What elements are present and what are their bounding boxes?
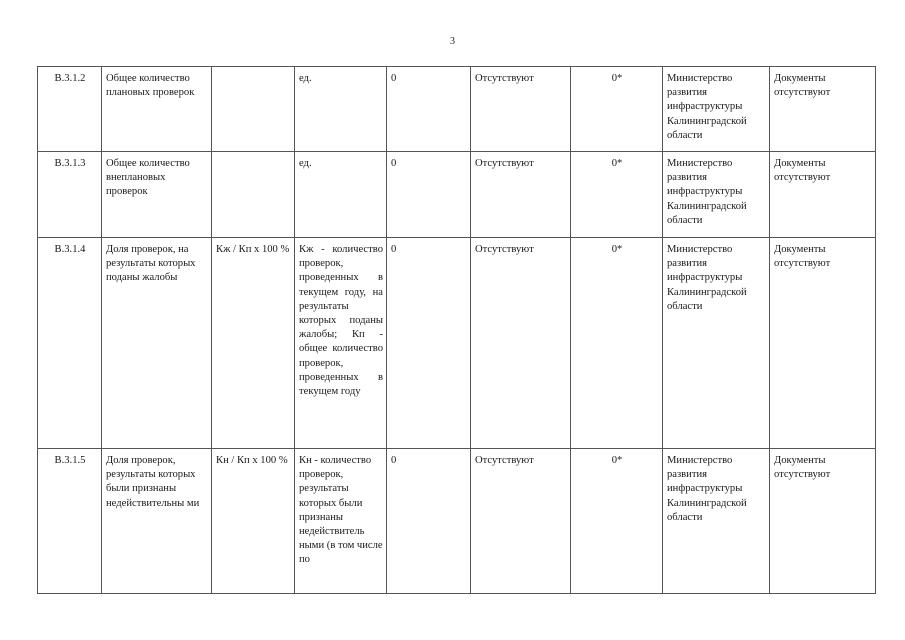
indicator-code: В.3.1.2: [38, 67, 102, 152]
documents-basis: Отсутствуют: [471, 152, 571, 238]
indicator-description: Кж - количество проверок, проведенных в текущем году, на результаты которых поданы жалобы; Кп - общее количество проверок, проведенных в текущем году: [295, 238, 387, 449]
indicator-formula: [212, 152, 295, 238]
documents: Документы отсутствуют: [770, 152, 876, 238]
indicator-description: ед.: [295, 67, 387, 152]
indicator-name: Общее количество внеплановых проверок: [102, 152, 212, 238]
responsible-body: Министерство развития инфраструктуры Калининградской области: [663, 238, 770, 449]
indicator-formula: [212, 67, 295, 152]
responsible-body: Министерство развития инфраструктуры Калининградской области: [663, 449, 770, 594]
documents-basis: Отсутствуют: [471, 67, 571, 152]
documents: Документы отсутствуют: [770, 238, 876, 449]
target-value: 0*: [571, 152, 663, 238]
indicator-description: Кн - количество проверок, результаты которых были признаны недействитель ными (в том числе по: [295, 449, 387, 594]
documents-basis: Отсутствуют: [471, 449, 571, 594]
responsible-body: Министерство развития инфраструктуры Калининградской области: [663, 67, 770, 152]
base-value: 0: [387, 449, 471, 594]
indicator-name: Доля проверок, результаты которых были признаны недействительны ми: [102, 449, 212, 594]
table-row: [38, 152, 876, 238]
indicator-formula: Кж / Кп х 100 %: [212, 238, 295, 449]
indicator-name: Общее количество плановых проверок: [102, 67, 212, 152]
target-value: 0*: [571, 238, 663, 449]
indicator-formula: Кн / Кп х 100 %: [212, 449, 295, 594]
base-value: 0: [387, 238, 471, 449]
indicator-code: В.3.1.3: [38, 152, 102, 238]
page-number: 3: [450, 36, 455, 47]
documents: Документы отсутствуют: [770, 67, 876, 152]
indicator-name: Доля проверок, на результаты которых поданы жалобы: [102, 238, 212, 449]
indicator-code: В.3.1.5: [38, 449, 102, 594]
indicators-table: [37, 66, 876, 594]
base-value: 0: [387, 67, 471, 152]
table-row: [38, 238, 876, 449]
target-value: 0*: [571, 67, 663, 152]
table-row: [38, 67, 876, 152]
table-row: [38, 449, 876, 594]
documents-basis: Отсутствуют: [471, 238, 571, 449]
documents: Документы отсутствуют: [770, 449, 876, 594]
base-value: 0: [387, 152, 471, 238]
responsible-body: Министерство развития инфраструктуры Калининградской области: [663, 152, 770, 238]
target-value: 0*: [571, 449, 663, 594]
indicator-code: В.3.1.4: [38, 238, 102, 449]
indicator-description: ед.: [295, 152, 387, 238]
